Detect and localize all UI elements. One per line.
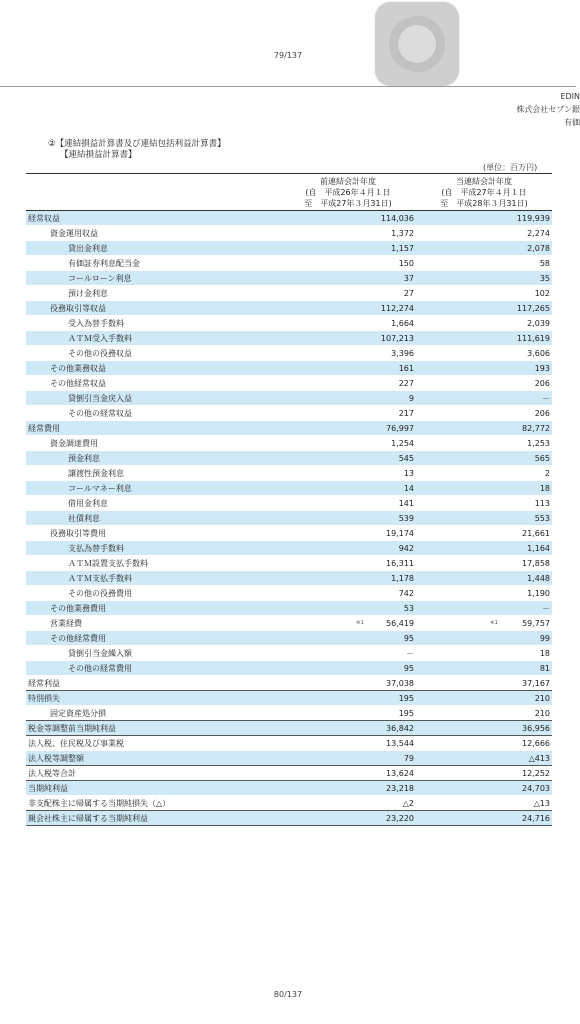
row-label: 営業経費 (50, 619, 82, 628)
current-year-value: 59,757 (522, 619, 550, 628)
prior-year-value: 195 (398, 694, 414, 703)
row-label: 預金利息 (68, 454, 100, 463)
table-row (26, 721, 552, 736)
current-year-value: 3,606 (527, 349, 550, 358)
table-row (26, 556, 552, 571)
current-year-value: 18 (539, 484, 550, 493)
table-row (26, 526, 552, 541)
current-year-value: 117,265 (516, 304, 550, 313)
column-header-line: 至 平成28年３月31日) (440, 199, 528, 209)
prior-year-value: 3,396 (391, 349, 414, 358)
row-label: 法人税等合計 (28, 769, 76, 778)
table-row (26, 661, 552, 676)
table-row (26, 436, 552, 451)
prior-year-value: 13 (403, 469, 414, 478)
row-label: 親会社株主に帰属する当期純利益 (28, 814, 148, 823)
table-row (26, 451, 552, 466)
prior-year-value: 36,842 (386, 724, 414, 733)
prior-year-value: 95 (403, 664, 414, 673)
current-year-value: 82,772 (522, 424, 550, 433)
prior-year-value: 1,664 (391, 319, 414, 328)
prior-year-value: 742 (398, 589, 414, 598)
table-row (26, 766, 552, 781)
current-year-value: 24,703 (522, 784, 550, 793)
current-year-value: 2 (544, 469, 550, 478)
current-year-value: － (542, 394, 550, 403)
table-row (26, 346, 552, 361)
current-year-value: 565 (534, 454, 550, 463)
current-year-value: 206 (534, 409, 550, 418)
prior-year-value: － (406, 649, 414, 658)
table-row (26, 736, 552, 751)
row-label: 貸倒引当金戻入益 (68, 394, 132, 403)
row-label: 借用金利息 (68, 499, 108, 508)
table-row (26, 496, 552, 511)
prior-year-value: 545 (398, 454, 414, 463)
table-row (26, 301, 552, 316)
page-divider (0, 86, 576, 87)
header-company: 株式会社セブン銀 (516, 105, 580, 114)
current-year-value: 210 (534, 694, 550, 703)
current-year-value: 553 (534, 514, 550, 523)
row-label: その他経常費用 (50, 634, 106, 643)
current-year-value: 2,078 (527, 244, 550, 253)
row-label: ＡＴＭ設置支払手数料 (68, 559, 148, 568)
prior-year-value: 1,178 (391, 574, 414, 583)
row-label: ＡＴＭ支払手数料 (68, 574, 132, 583)
prior-year-value: 76,997 (386, 424, 414, 433)
prior-year-value: 56,419 (386, 619, 414, 628)
row-label: 受入為替手数料 (68, 319, 124, 328)
prior-year-value: 112,274 (380, 304, 414, 313)
prior-year-value: 227 (398, 379, 414, 388)
section-subheading: 【連結損益計算書】 (60, 150, 137, 160)
table-row (26, 271, 552, 286)
prior-year-value: 19,174 (386, 529, 414, 538)
section-heading: ②【連結損益計算書及び連結包括利益計算書】 (48, 139, 226, 149)
page-number-bottom: 80/137 (273, 990, 303, 999)
table-row (26, 376, 552, 391)
row-label: 法人税、住民税及び事業税 (28, 739, 124, 748)
table-row (26, 466, 552, 481)
row-label: 固定資産処分損 (50, 709, 106, 718)
table-row (26, 601, 552, 616)
prior-year-value: 95 (403, 634, 414, 643)
prior-year-value: 114,036 (380, 214, 414, 223)
column-header-line: (自 平成26年４月１日 (305, 188, 391, 198)
row-label: その他の経常費用 (68, 664, 132, 673)
prior-year-value: 150 (398, 259, 414, 268)
table-row (26, 406, 552, 421)
prior-year-value: 23,218 (386, 784, 414, 793)
prior-year-value: 141 (398, 499, 414, 508)
row-label: ＡＴＭ受入手数料 (68, 334, 132, 343)
row-label: 経常利益 (28, 679, 60, 688)
current-year-value: 1,448 (527, 574, 550, 583)
row-label: その他の経常収益 (68, 409, 132, 418)
current-year-value: 35 (539, 274, 550, 283)
header-edinet: EDIN (560, 92, 580, 101)
row-label: その他の役務収益 (68, 349, 132, 358)
row-label: その他業務収益 (50, 364, 106, 373)
prior-year-value: 195 (398, 709, 414, 718)
table-row (26, 391, 552, 406)
header-report: 有価 (564, 118, 580, 127)
row-label: 社債利息 (68, 514, 100, 523)
current-year-value: 113 (534, 499, 550, 508)
row-label: 経常費用 (28, 424, 60, 433)
table-row (26, 631, 552, 646)
table-row (26, 646, 552, 661)
table-row (26, 481, 552, 496)
prior-year-value: 37 (403, 274, 414, 283)
row-label: 税金等調整前当期純利益 (28, 724, 116, 733)
prior-year-value: 9 (408, 394, 414, 403)
column-header-line: 至 平成27年３月31日) (304, 199, 392, 209)
current-year-value: 102 (534, 289, 550, 298)
current-year-value: △413 (528, 754, 550, 763)
table-row (26, 811, 552, 826)
current-year-value: 36,956 (522, 724, 550, 733)
row-label: 貸倒引当金繰入額 (68, 649, 132, 658)
row-label: 資金調達費用 (50, 439, 98, 448)
row-label: 支払為替手数料 (68, 544, 124, 553)
note-marker: ※1 (355, 620, 364, 626)
current-year-value: △13 (533, 799, 550, 808)
table-row (26, 286, 552, 301)
row-label: コールローン利息 (68, 274, 132, 283)
prior-year-value: 1,157 (391, 244, 414, 253)
row-label: 法人税等調整額 (28, 754, 84, 763)
prior-year-value: 14 (403, 484, 414, 493)
table-row (26, 226, 552, 241)
table-row (26, 511, 552, 526)
row-label: 有価証券利息配当金 (68, 259, 140, 268)
row-label: 特別損失 (28, 694, 60, 703)
table-row (26, 616, 552, 631)
current-year-value: 21,661 (522, 529, 550, 538)
column-header-line: (自 平成27年４月１日 (441, 188, 527, 198)
prior-year-value: 107,213 (380, 334, 414, 343)
prior-year-value: 13,544 (386, 739, 414, 748)
row-label: 譲渡性預金利息 (68, 469, 124, 478)
current-year-value: 81 (539, 664, 550, 673)
row-label: コールマネー利息 (68, 484, 132, 493)
column-header-current-year (414, 176, 554, 210)
current-year-value: 210 (534, 709, 550, 718)
table-row (26, 751, 552, 766)
prior-year-value: △2 (402, 799, 414, 808)
table-row (26, 796, 552, 811)
note-marker: ※1 (489, 620, 498, 626)
prior-year-value: 539 (398, 514, 414, 523)
row-label: 資金運用収益 (50, 229, 98, 238)
table-row (26, 241, 552, 256)
table-row (26, 316, 552, 331)
prior-year-value: 1,372 (391, 229, 414, 238)
table-row (26, 256, 552, 271)
prior-year-value: 942 (398, 544, 414, 553)
prior-year-value: 23,220 (386, 814, 414, 823)
row-label: 経常収益 (28, 214, 60, 223)
table-row (26, 361, 552, 376)
current-year-value: 1,190 (527, 589, 550, 598)
table-row (26, 706, 552, 721)
current-year-value: 119,939 (516, 214, 550, 223)
prior-year-value: 79 (403, 754, 414, 763)
row-label: 貸出金利息 (68, 244, 108, 253)
table-top-rule (26, 173, 552, 174)
table-row (26, 586, 552, 601)
prior-year-value: 16,311 (386, 559, 414, 568)
table-row (26, 331, 552, 346)
row-label: その他の役務費用 (68, 589, 132, 598)
prior-year-value: 1,254 (391, 439, 414, 448)
current-year-value: 206 (534, 379, 550, 388)
current-year-value: 17,858 (522, 559, 550, 568)
prior-year-value: 217 (398, 409, 414, 418)
current-year-value: － (542, 604, 550, 613)
current-year-value: 24,716 (522, 814, 550, 823)
page-number-top: 79/137 (273, 51, 303, 60)
current-year-value: 99 (539, 634, 550, 643)
column-header-line: 当連結会計年度 (456, 177, 512, 186)
current-year-value: 37,167 (522, 679, 550, 688)
row-label: その他経常収益 (50, 379, 106, 388)
table-row (26, 421, 552, 436)
current-year-value: 12,666 (522, 739, 550, 748)
prior-year-value: 53 (403, 604, 414, 613)
current-year-value: 1,164 (527, 544, 550, 553)
current-year-value: 1,253 (527, 439, 550, 448)
current-year-value: 193 (534, 364, 550, 373)
unit-label: (単位：百万円) (483, 163, 538, 172)
prior-year-value: 37,038 (386, 679, 414, 688)
current-year-value: 58 (539, 259, 550, 268)
table-row (26, 781, 552, 796)
current-year-value: 2,274 (527, 229, 550, 238)
current-year-value: 2,039 (527, 319, 550, 328)
current-year-value: 18 (539, 649, 550, 658)
row-label: 役務取引等費用 (50, 529, 106, 538)
row-label: 預け金利息 (68, 289, 108, 298)
prior-year-value: 13,624 (386, 769, 414, 778)
table-row (26, 541, 552, 556)
current-year-value: 12,252 (522, 769, 550, 778)
prior-year-value: 161 (398, 364, 414, 373)
prior-year-value: 27 (403, 289, 414, 298)
row-label: 役務取引等収益 (50, 304, 106, 313)
assistive-button-inner-ring (397, 24, 437, 64)
column-header-prior-year (278, 176, 418, 210)
income-statement-table (26, 211, 552, 826)
floating-assistive-button[interactable] (375, 2, 459, 86)
table-row (26, 691, 552, 706)
column-header-line: 前連結会計年度 (320, 177, 376, 186)
table-row (26, 676, 552, 691)
current-year-value: 111,619 (516, 334, 550, 343)
table-row (26, 211, 552, 226)
row-label: 非支配株主に帰属する当期純損失（△） (28, 799, 171, 808)
table-row (26, 571, 552, 586)
row-label: その他業務費用 (50, 604, 106, 613)
row-label: 当期純利益 (28, 784, 68, 793)
